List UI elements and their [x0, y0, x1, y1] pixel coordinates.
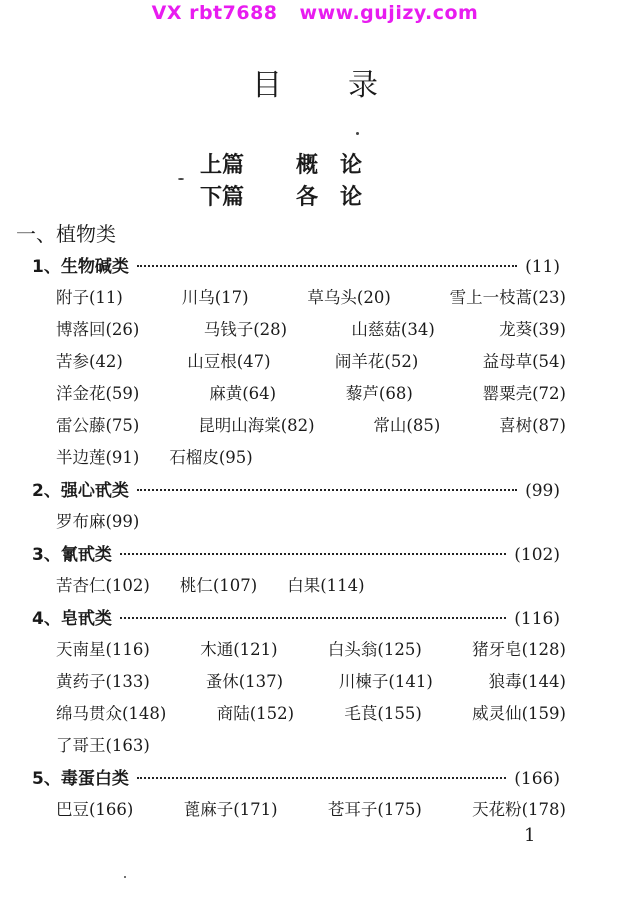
toc-entry: 雷公藤(75)	[56, 416, 140, 435]
toc-entry: 藜芦(68)	[345, 384, 413, 403]
page-title: 目录	[252, 68, 444, 103]
toc-entry: 龙葵(39)	[499, 320, 566, 339]
toc-entry: 洋金花(59)	[56, 384, 140, 403]
toc-entry: 苦参(42)	[56, 352, 123, 371]
page-number: 1	[524, 825, 536, 846]
toc-entry: 川乌(17)	[181, 288, 249, 307]
toc-entry: 喜树(87)	[499, 416, 566, 435]
toc-entry: 雪上一枝蒿(23)	[449, 288, 566, 307]
toc-entry: 天花粉(178)	[472, 800, 566, 819]
group-label: 5、毒蛋白类	[32, 769, 129, 789]
scan-speck	[178, 178, 184, 180]
toc-entry: 苦杏仁(102)	[56, 576, 150, 595]
toc-entry: 毛茛(155)	[344, 704, 422, 723]
toc-entry: 闹羊花(52)	[334, 352, 419, 371]
part-title: 概论	[296, 153, 385, 178]
toc-entry: 半边莲(91)	[56, 448, 140, 467]
toc-entry: 绵马贯众(148)	[56, 704, 167, 723]
toc-group-3	[32, 540, 560, 565]
toc-entry: 山慈菇(34)	[351, 320, 435, 339]
group-3-entries	[56, 572, 566, 604]
toc-group-1	[32, 252, 560, 277]
entry-row	[56, 732, 566, 764]
toc-entry: 了哥王(163)	[56, 736, 150, 755]
toc-entry: 蓖麻子(171)	[183, 800, 278, 819]
group-label: 3、氰甙类	[32, 545, 112, 565]
toc-entry: 马钱子(28)	[203, 320, 288, 339]
part-heading-1	[200, 148, 384, 179]
toc-entry: 苍耳子(175)	[327, 800, 422, 819]
watermark-wechat: VX rbt7688	[151, 2, 278, 24]
group-1-entries	[56, 284, 566, 476]
entry-row	[56, 316, 566, 348]
watermark-website: www.gujizy.com	[299, 2, 479, 24]
entry-row	[56, 444, 566, 476]
toc-entry: 白头翁(125)	[327, 640, 422, 659]
entry-row	[56, 412, 566, 444]
toc-entry: 麻黄(64)	[209, 384, 277, 403]
toc-entry: 益母草(54)	[482, 352, 566, 371]
entry-row	[56, 700, 566, 732]
toc-entry: 巴豆(166)	[56, 800, 134, 819]
group-4-entries	[56, 636, 566, 764]
entry-row	[56, 572, 566, 604]
entry-row	[56, 380, 566, 412]
part-title: 各论	[296, 185, 385, 210]
toc-entry: 草乌头(20)	[307, 288, 391, 307]
group-2-entries	[56, 508, 566, 540]
toc-group-2	[32, 476, 560, 501]
group-page: (102)	[514, 545, 560, 565]
group-page: (11)	[525, 257, 560, 277]
toc-entry: 昆明山海棠(82)	[198, 416, 315, 435]
leader-dots	[137, 265, 517, 267]
toc-entry: 川楝子(141)	[338, 672, 433, 691]
group-label: 1、生物碱类	[32, 257, 129, 277]
entry-row	[56, 668, 566, 700]
toc-group-4	[32, 604, 560, 629]
toc-entry: 猪牙皂(128)	[472, 640, 566, 659]
group-page: (166)	[514, 769, 560, 789]
toc-entry: 常山(85)	[373, 416, 441, 435]
entry-row	[56, 796, 566, 828]
toc-entry: 附子(11)	[56, 288, 123, 307]
scan-speck	[124, 876, 126, 878]
toc-group-5	[32, 764, 560, 789]
toc-entry: 桃仁(107)	[179, 576, 258, 595]
toc-entry: 天南星(116)	[56, 640, 150, 659]
toc-entry: 罂粟壳(72)	[482, 384, 566, 403]
toc-entry: 蚤休(137)	[205, 672, 284, 691]
toc-entry: 黄药子(133)	[56, 672, 150, 691]
group-5-entries	[56, 796, 566, 828]
group-page: (116)	[514, 609, 560, 629]
part-name: 下篇	[200, 185, 245, 210]
entry-row	[56, 284, 566, 316]
toc-entry: 商陆(152)	[216, 704, 295, 723]
entry-row	[56, 348, 566, 380]
group-label: 2、强心甙类	[32, 481, 129, 501]
group-label: 4、皂甙类	[32, 609, 112, 629]
leader-dots	[120, 553, 506, 555]
section-title: 一、植物类	[16, 222, 116, 246]
leader-dots	[137, 777, 506, 779]
part-name: 上篇	[200, 153, 245, 178]
toc-entry: 博落回(26)	[56, 320, 140, 339]
toc-entry: 威灵仙(159)	[472, 704, 566, 723]
watermark	[0, 2, 630, 24]
group-page: (99)	[525, 481, 560, 501]
toc-entry: 狼毒(144)	[488, 672, 566, 691]
part-heading-2	[200, 180, 384, 211]
toc-entry: 白果(114)	[287, 576, 365, 595]
leader-dots	[137, 489, 517, 491]
toc-entry: 山豆根(47)	[187, 352, 271, 371]
toc-entry: 石榴皮(95)	[169, 448, 253, 467]
entry-row	[56, 508, 566, 540]
toc-entry: 罗布麻(99)	[56, 512, 140, 531]
scan-speck	[356, 132, 359, 135]
toc-entry: 木通(121)	[200, 640, 278, 659]
leader-dots	[120, 617, 506, 619]
entry-row	[56, 636, 566, 668]
